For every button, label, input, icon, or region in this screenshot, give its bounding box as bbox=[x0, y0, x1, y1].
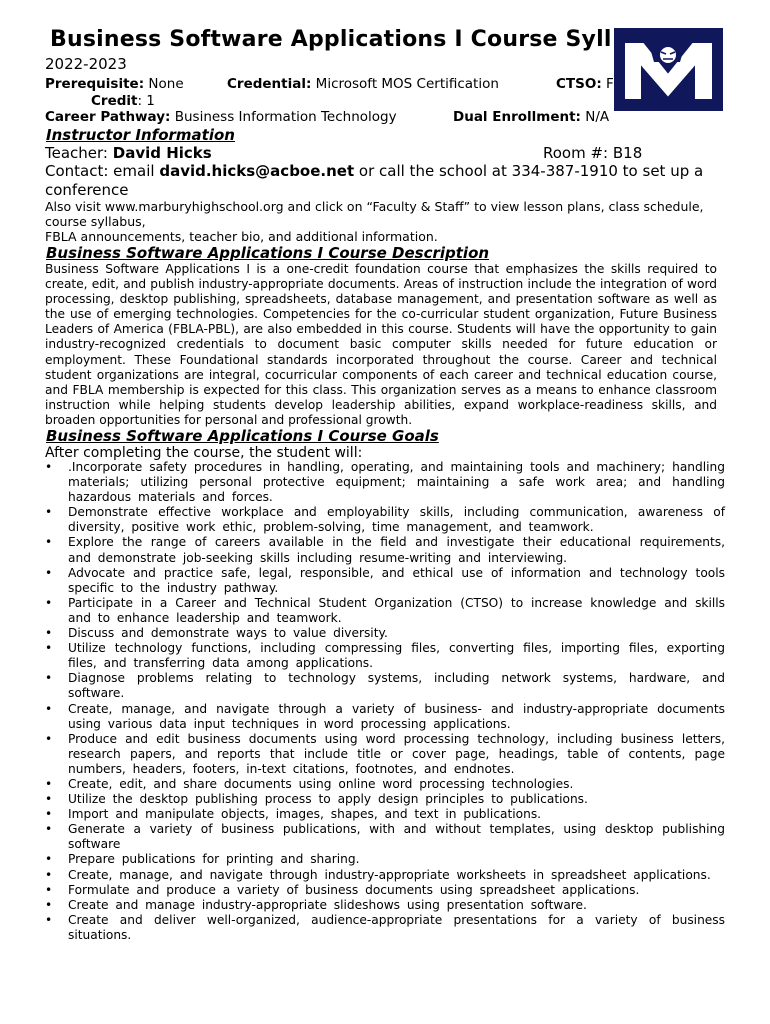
teacher-name: David Hicks bbox=[112, 144, 212, 162]
credit-label: Credit bbox=[91, 93, 138, 109]
description-heading: Business Software Applications I Course Description bbox=[46, 244, 490, 262]
list-item: • Formulate and produce a variety of business documents using spreadsheet applications. bbox=[45, 883, 725, 898]
credential-label: Credential: bbox=[227, 76, 312, 92]
prerequisite-value: None bbox=[148, 76, 184, 92]
list-item: • .Incorporate safety procedures in handling, operating, and maintaining tools and machinery; handling materials; utilizing personal protective equipment; maintaining a safe work area; and handling hazardous materials and forces. bbox=[45, 460, 725, 505]
list-item: • Utilize the desktop publishing process to apply design principles to publications. bbox=[45, 792, 725, 807]
list-item: • Produce and edit business documents using word processing technology, including business letters, research papers, and reports that include title or cover page, headings, table of contents, page numbers, headers, footers, in-text citations, footnotes, and endnotes. bbox=[45, 732, 725, 777]
credential-value: Microsoft MOS Certification bbox=[315, 76, 499, 92]
list-item: • Create, edit, and share documents using online word processing technologies. bbox=[45, 777, 725, 792]
ctso bbox=[556, 76, 614, 92]
list-item: • Discuss and demonstrate ways to value diversity. bbox=[45, 626, 725, 641]
contact-line bbox=[45, 162, 703, 180]
list-item: • Explore the range of careers available in the field and investigate their educational requirements, and demonstrate job-seeking skills including resume-writing and interviewing. bbox=[45, 535, 725, 565]
contact-line-2: conference bbox=[45, 181, 129, 199]
ctso-value: F bbox=[606, 76, 614, 92]
list-item: • Generate a variety of business publications, with and without templates, using desktop publishing software bbox=[45, 822, 725, 852]
prerequisite-label: Prerequisite: bbox=[45, 76, 145, 92]
ctso-label: CTSO: bbox=[556, 76, 602, 92]
list-item: • Create and deliver well-organized, audience-appropriate presentations for a variety of business situations. bbox=[45, 913, 725, 943]
dual-enrollment bbox=[453, 109, 609, 125]
prerequisite bbox=[45, 76, 184, 92]
dual-label: Dual Enrollment: bbox=[453, 109, 581, 125]
list-item: • Demonstrate effective workplace and employability skills, including communication, awareness of diversity, positive work ethic, problem-solving, time management, and teamwork. bbox=[45, 505, 725, 535]
website-line-3: FBLA announcements, teacher bio, and additional information. bbox=[45, 229, 438, 244]
contact-suffix: or call the school at 334-387-1910 to set up a bbox=[358, 162, 704, 180]
list-item: • Diagnose problems relating to technology systems, including network systems, hardware, and software. bbox=[45, 671, 725, 701]
panther-m-logo-icon bbox=[614, 28, 723, 111]
list-item: • Create, manage, and navigate through industry-appropriate worksheets in spreadsheet applications. bbox=[45, 868, 725, 883]
course-description: Business Software Applications I is a one-credit foundation course that emphasizes the skills required to create, edit, and publish industry-appropriate documents. Areas of instruction include the integration of word processing, desktop publishing, spreadsheets, database management, and presentation software as well as the use of emerging technologies. Competencies for the co-curricular student organization, Future Business Leaders of America (FBLA-PBL), are also embedded in this course. Students will have the opportunity to gain industry-recognized credentials to document basic computer skills needed for future education or employment. These Foundational standards incorporated throughout the course. Career and technical student organizations are integral, cocurricular components of each career and technical education course, and FBLA membership is expected for this class. This organization serves as a means to enhance classroom instruction while helping students develop leadership abilities, expand workplace-readiness skills, and broaden opportunities for personal and professional growth. bbox=[45, 262, 717, 427]
list-item: • Create, manage, and navigate through a variety of business- and industry-appropriate documents using various data input techniques in word processing applications. bbox=[45, 702, 725, 732]
list-item: • Participate in a Career and Technical Student Organization (CTSO) to increase knowledge and skills and to enhance leadership and teamwork. bbox=[45, 596, 725, 626]
contact-prefix: Contact: email bbox=[45, 162, 155, 180]
pathway-label: Career Pathway: bbox=[45, 109, 171, 125]
list-item: • Utilize technology functions, including compressing files, converting files, importing files, exporting files, and transferring data among applications. bbox=[45, 641, 725, 671]
credential bbox=[227, 76, 499, 92]
teacher-label: Teacher: bbox=[45, 144, 108, 162]
course-title: Business Software Applications I Course Syll bbox=[50, 27, 612, 52]
room-number: Room #: B18 bbox=[543, 144, 643, 162]
dual-value: N/A bbox=[585, 109, 610, 125]
school-logo bbox=[614, 28, 723, 111]
credit bbox=[91, 93, 155, 109]
teacher-email[interactable]: david.hicks@acboe.net bbox=[159, 162, 355, 180]
list-item: • Create and manage industry-appropriate slideshows using presentation software. bbox=[45, 898, 725, 913]
goals-heading: Business Software Applications I Course Goals bbox=[46, 427, 439, 445]
website-line-1: Also visit www.marburyhighschool.org and click on “Faculty & Staff” to view lesson plans, class schedule, bbox=[45, 199, 704, 214]
goals-list bbox=[45, 460, 725, 943]
pathway-value: Business Information Technology bbox=[174, 109, 397, 125]
instructor-heading: Instructor Information bbox=[46, 126, 235, 144]
credit-value: : 1 bbox=[137, 93, 155, 109]
goals-intro: After completing the course, the student will: bbox=[45, 445, 363, 461]
school-year: 2022-2023 bbox=[45, 55, 127, 73]
list-item: • Advocate and practice safe, legal, responsible, and ethical use of information and technology tools specific to the industry pathway. bbox=[45, 566, 725, 596]
career-pathway bbox=[45, 109, 397, 125]
teacher-line bbox=[45, 144, 212, 162]
list-item: • Prepare publications for printing and sharing. bbox=[45, 852, 725, 867]
list-item: • Import and manipulate objects, images, shapes, and text in publications. bbox=[45, 807, 725, 822]
website-line-2: course syllabus, bbox=[45, 214, 146, 229]
